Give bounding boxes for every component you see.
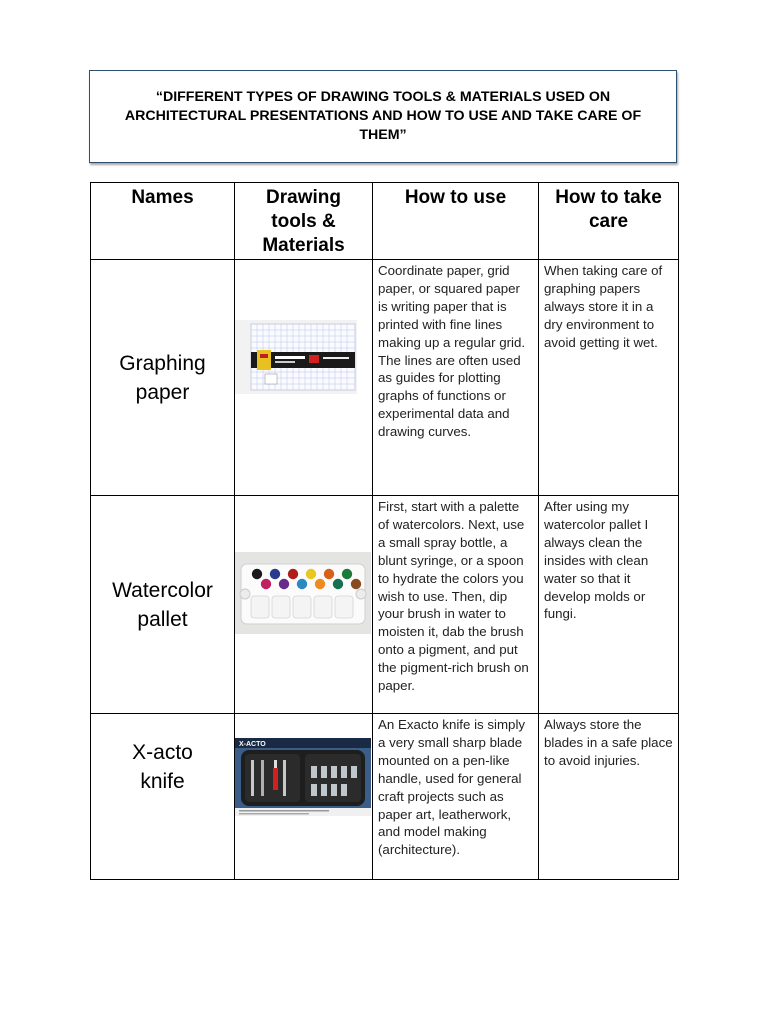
table-row bbox=[91, 496, 679, 714]
row-name: Graphing paper bbox=[119, 351, 206, 404]
row-how-to-use: An Exacto knife is simply a very small sharp blade mounted on a pen-like handle, used for general craft projects such as paper art, leatherwork, and model making (architecture). bbox=[373, 714, 539, 880]
paint-pan bbox=[306, 569, 316, 579]
tools-table bbox=[90, 182, 679, 880]
document-title: “DIFFERENT TYPES OF DRAWING TOOLS & MATERIALS USED ON ARCHITECTURAL PRESENTATIONS AND HOW TO USE AND TAKE CARE OF THEM” bbox=[124, 89, 642, 143]
image-cell bbox=[235, 496, 373, 714]
xacto-brand-text: X-ACTO bbox=[239, 741, 266, 748]
paint-pan bbox=[261, 579, 271, 589]
row-how-to-care: When taking care of graphing papers always store it in a dry environment to avoid getting it wet. bbox=[539, 260, 679, 496]
row-name: X-acto knife bbox=[132, 740, 193, 793]
title-box bbox=[89, 70, 677, 163]
header-tools: Drawing tools & Materials bbox=[235, 183, 373, 260]
paint-pan bbox=[351, 579, 361, 589]
row-how-to-use: First, start with a palette of watercolors. Next, use a small spray bottle, a blunt syringe, or a spoon to hydrate the colors you wish to use. Then, dip your brush in water to moisten it, dab the brush onto a pigment, and put the pigment-rich brush on paper. bbox=[373, 496, 539, 714]
paint-pan bbox=[342, 569, 352, 579]
header-how-to-use: How to use bbox=[373, 183, 539, 260]
header-row bbox=[91, 183, 679, 260]
paint-pan bbox=[315, 579, 325, 589]
paint-pan bbox=[252, 569, 262, 579]
image-cell bbox=[235, 260, 373, 496]
xacto-knife-set-image bbox=[235, 738, 371, 816]
graph-paper-image bbox=[235, 320, 357, 394]
header-how-to-care: How to take care bbox=[539, 183, 679, 260]
paint-pan bbox=[288, 569, 298, 579]
paint-pan bbox=[270, 569, 280, 579]
table-row bbox=[91, 260, 679, 496]
paint-pan bbox=[333, 579, 343, 589]
table-row bbox=[91, 714, 679, 880]
row-how-to-care: After using my watercolor pallet I always clean the insides with clean water so that it develop molds or fungi. bbox=[539, 496, 679, 714]
paint-pan bbox=[279, 579, 289, 589]
row-how-to-use: Coordinate paper, grid paper, or squared paper is writing paper that is printed with fine lines making up a regular grid. The lines are often used as guides for plotting graphs of functions or experimental data and drawing curves. bbox=[373, 260, 539, 496]
header-names: Names bbox=[91, 183, 235, 260]
paint-pan bbox=[297, 579, 307, 589]
row-how-to-care: Always store the blades in a safe place to avoid injuries. bbox=[539, 714, 679, 880]
watercolor-palette-image bbox=[235, 552, 371, 634]
image-cell bbox=[235, 714, 373, 880]
paint-pan bbox=[324, 569, 334, 579]
row-name: Watercolor pallet bbox=[112, 578, 213, 631]
